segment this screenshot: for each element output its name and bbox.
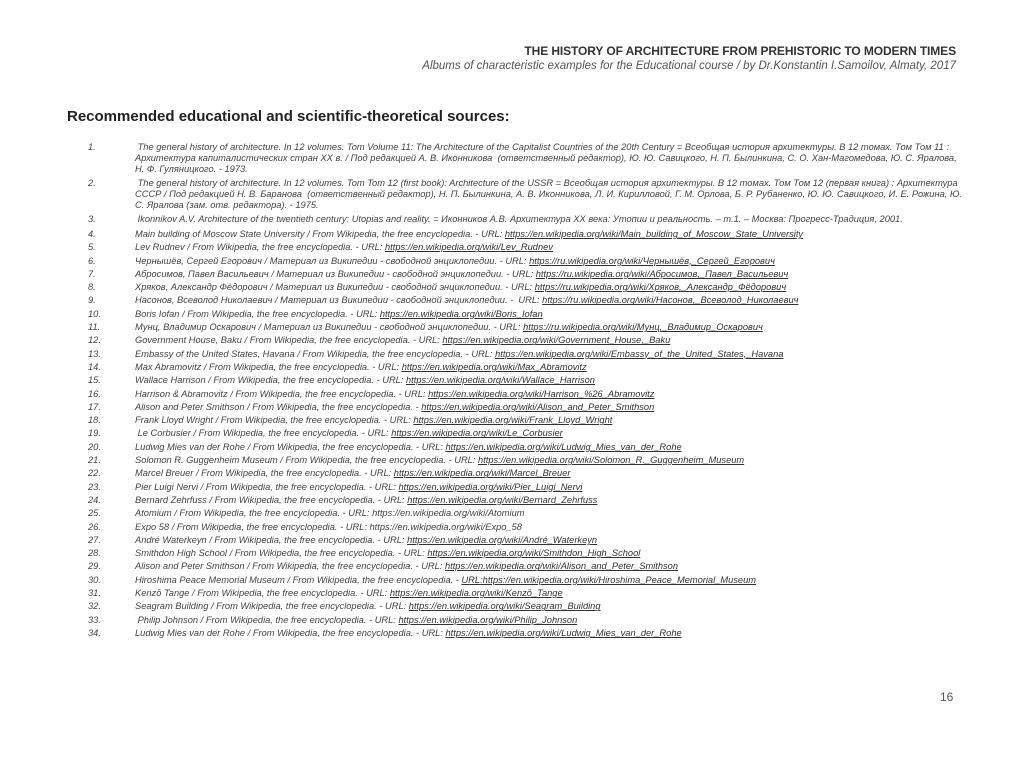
source-item — [88, 600, 968, 613]
source-item — [88, 547, 968, 560]
source-body — [135, 374, 968, 387]
source-link[interactable]: https://en.wikipedia.org/wiki/Wallace_Harrison — [406, 375, 595, 386]
source-item — [88, 574, 968, 587]
source-number: 9. — [88, 295, 96, 306]
source-number: 19. — [88, 428, 101, 439]
source-item — [88, 388, 968, 401]
source-text: Kenzō Tange / From Wikipedia, the free encyclopedia. - URL: — [135, 588, 390, 599]
source-text: Pier Luigi Nervi / From Wikipedia, the free encyclopedia. - URL: — [135, 481, 399, 492]
source-text: Alison and Peter Smithson / From Wikipedia, the free encyclopedia. - URL: — [135, 561, 445, 572]
source-body — [135, 414, 968, 427]
source-item — [88, 241, 968, 254]
source-link[interactable]: https://en.wikipedia.org/wiki/Ludwig_Mies_van_der_Rohe — [445, 441, 682, 452]
source-text: Bernard Zehrfuss / From Wikipedia, the free encyclopedia. - URL: — [135, 494, 408, 505]
source-number: 14. — [88, 361, 101, 372]
source-item — [88, 374, 968, 387]
source-item — [88, 481, 968, 494]
source-body — [135, 574, 968, 587]
source-item — [88, 294, 968, 307]
source-text: Marcel Breuer / From Wikipedia, the free encyclopedia. - URL: — [135, 468, 394, 479]
document-subtitle: Albums of characteristic examples for the Educational course / by Dr.Konstantin I.Samoilov, Almaty, 2017 — [422, 60, 956, 72]
source-number: 6. — [88, 255, 96, 266]
source-item — [88, 467, 968, 480]
source-link[interactable]: https://en.wikipedia.org/wiki/Le_Corbusier — [391, 428, 563, 439]
source-item — [88, 321, 968, 334]
source-link[interactable]: https://en.wikipedia.org/wiki/Ludwig_Mies_van_der_Rohe — [445, 627, 682, 638]
source-number: 31. — [88, 588, 101, 599]
source-link[interactable]: https://ru.wikipedia.org/wiki/Мунц,_Владимир_Оскарович — [523, 322, 763, 333]
source-number: 22. — [88, 468, 101, 479]
source-item — [88, 521, 968, 534]
source-text: Philip Johnson / From Wikipedia, the free encyclopedia. - URL: — [135, 614, 399, 625]
sources-list — [88, 142, 968, 640]
source-text: André Waterkeyn / From Wikipedia, the free encyclopedia. - URL: — [135, 534, 408, 545]
source-body — [135, 228, 968, 241]
source-item — [88, 627, 968, 640]
source-text: Frank Lloyd Wright / From Wikipedia, the free encyclopedia. - URL: — [135, 415, 414, 426]
source-number: 23. — [88, 481, 101, 492]
source-link[interactable]: https://ru.wikipedia.org/wiki/Хряков,_Александр_Фёдорович — [534, 282, 787, 293]
source-link[interactable]: https://en.wikipedia.org/wiki/Alison_and_Peter_Smithson — [421, 401, 655, 412]
source-link[interactable]: https://en.wikipedia.org/wiki/Government_House,_Baku — [442, 335, 671, 346]
source-text: Мунц, Владимир Оскарович / Материал из Википедии - свободной энциклопедии. - URL: — [135, 322, 524, 333]
source-link[interactable]: https://ru.wikipedia.org/wiki/Насонов,_Всеволод_Николаевич — [542, 295, 799, 306]
source-text: Government House, Baku / From Wikipedia, the free encyclopedia. - URL: — [135, 335, 443, 346]
source-body — [135, 627, 968, 640]
source-item — [88, 414, 968, 427]
source-text: Lev Rudnev / From Wikipedia, the free encyclopedia. - URL: — [135, 242, 386, 253]
source-body — [135, 521, 968, 534]
source-text: Le Corbusier / From Wikipedia, the free encyclopedia. - URL: — [135, 428, 392, 439]
source-text: Hiroshima Peace Memorial Museum / From Wikipedia, the free encyclopedia. - — [135, 574, 462, 585]
source-text: Ikonnikov A.V. Architecture of the twentieth century: Utopias and reality. = Иконников А.В. Архитектура XX века: Утопии и реальность. – т.1. – Москва: Прогресс-Традиция, 2001. — [135, 214, 903, 224]
source-text: Хряков, Александр Фёдорович / Материал из Википедии - свободной энциклопедии. - URL: — [135, 282, 535, 293]
source-link[interactable]: https://en.wikipedia.org/wiki/Philip_Johnson — [398, 614, 578, 625]
source-number: 25. — [88, 508, 101, 519]
source-item — [88, 507, 968, 520]
source-number: 17. — [88, 401, 101, 412]
source-body — [135, 494, 968, 507]
source-body — [135, 388, 968, 401]
source-link[interactable]: https://en.wikipedia.org/wiki/André_Waterkeyn — [407, 534, 598, 545]
source-text: The general history of architecture. In 12 volumes. Tom Tom 12 (first book): Architecture of the USSR = Всеобщая история архитектуры. В 12 томах. Том Том 12 (первая книга) : Архитектура СССР / Под редакцией Н. В. Баранова (ответственный редактор), Н. П. Былинкина, А. В. Иконникова, Л. И. Кирилловой, Г. М. Орлова, Б. Р. Рубаненко, Ю. Ю. Савицкого, И. Е. Рожина, Ю. С. Яралова (зам. отв. редактора). - 1975. — [135, 178, 965, 210]
source-body — [135, 214, 968, 225]
source-link[interactable]: https://en.wikipedia.org/wiki/Smithdon_High_School — [427, 548, 641, 559]
source-item — [88, 494, 968, 507]
source-item — [88, 281, 968, 294]
source-body — [135, 454, 968, 467]
source-item — [88, 228, 968, 241]
source-body — [135, 481, 968, 494]
source-body — [135, 547, 968, 560]
source-link[interactable]: https://en.wikipedia.org/wiki/Harrison_%26_Abramovitz — [428, 388, 655, 399]
source-number: 3. — [88, 214, 96, 224]
source-number: 10. — [88, 308, 101, 319]
source-number: 8. — [88, 282, 96, 293]
source-number: 27. — [88, 534, 101, 545]
source-body — [135, 348, 968, 361]
source-number: 26. — [88, 521, 101, 532]
source-item — [88, 268, 968, 281]
source-text: Harrison & Abramovitz / From Wikipedia, the free encyclopedia. - URL: — [135, 388, 429, 399]
source-number: 5. — [88, 242, 96, 253]
source-text: Seagram Building / From Wikipedia, the free encyclopedia. - URL: — [135, 601, 409, 612]
source-number: 15. — [88, 375, 101, 386]
source-body — [135, 427, 968, 440]
source-body — [135, 241, 968, 254]
source-text: Main building of Moscow State University / From Wikipedia, the free encyclopedia. - URL: — [135, 229, 505, 239]
source-body — [135, 401, 968, 414]
source-item — [88, 255, 968, 268]
source-number: 29. — [88, 561, 101, 572]
source-item — [88, 427, 968, 440]
source-body — [135, 441, 968, 454]
source-link[interactable]: https://en.wikipedia.org/wiki/Embassy_of_the_United_States,_Havana — [495, 348, 784, 359]
source-number: 20. — [88, 441, 101, 452]
source-link[interactable]: https://en.wikipedia.org/wiki/Alison_and_Peter_Smithson — [444, 561, 679, 572]
source-text: Alison and Peter Smithson / From Wikipedia, the free encyclopedia. - — [135, 401, 422, 412]
source-link[interactable]: https://en.wikipedia.org/wiki/Seagram_Building — [408, 601, 601, 612]
source-body — [135, 600, 968, 613]
source-number: 30. — [88, 574, 101, 585]
source-item — [88, 454, 968, 467]
source-number: 16. — [88, 388, 101, 399]
source-text: Абросимов, Павел Васильевич / Материал из Википедии - свободной энциклопедии. - URL: — [135, 268, 536, 279]
source-item — [88, 441, 968, 454]
source-number: 11. — [88, 322, 101, 333]
source-number: 12. — [88, 335, 101, 346]
source-text: Expo 58 / From Wikipedia, the free encyclopedia. - URL: https://en.wikipedia.org/wiki/Expo_58 — [135, 521, 522, 532]
source-text: Atomium / From Wikipedia, the free encyclopedia. - URL: https://en.wikipedia.org/wiki/Atomium — [135, 508, 525, 519]
source-body — [135, 507, 968, 520]
source-number: 7. — [88, 268, 96, 279]
slide-header — [422, 44, 956, 72]
source-link[interactable]: https://en.wikipedia.org/wiki/Boris_Iofan — [379, 308, 543, 319]
source-number: 2. — [88, 178, 96, 188]
source-link[interactable]: https://en.wikipedia.org/wiki/Frank_Lloyd_Wright — [413, 415, 613, 426]
source-link[interactable]: https://en.wikipedia.org/wiki/Kenzō_Tange — [389, 588, 563, 599]
document-title: THE HISTORY OF ARCHITECTURE FROM PREHISTORIC TO MODERN TIMES — [524, 44, 956, 58]
source-text: Solomon R. Guggenheim Museum / From Wikipedia, the free encyclopedia. - URL: — [135, 455, 479, 466]
source-item — [88, 534, 968, 547]
source-text: The general history of architecture. In 12 volumes. Tom Volume 11: The Architecture of the Capitalist Countries of the 20th Century = Всеобщая история архитектуры. В 12 томах. Том Том 11 : Архитектура капиталистических стран XX в. / Под редакцией А. В. Иконникова (ответственный редактор), Ю. Ю. Савицкого, Н. П. Былинкина, С. О. Хан-Магомедова, Ю. С. Яралова, Н. Ф. Гуляницкого. - 1973. — [135, 142, 960, 174]
source-body — [135, 294, 968, 307]
source-text: Embassy of the United States, Havana / From Wikipedia, the free encyclopedia. - URL: — [135, 348, 496, 359]
section-heading: Recommended educational and scientific-theoretical sources: — [67, 108, 510, 125]
source-body — [135, 534, 968, 547]
source-number: 33. — [88, 614, 101, 625]
source-body — [135, 334, 968, 347]
source-body — [135, 178, 968, 211]
source-number: 21. — [88, 455, 101, 466]
source-body — [135, 560, 968, 573]
source-text: Max Abramovitz / From Wikipedia, the free encyclopedia. - URL: — [135, 361, 402, 372]
source-body — [135, 321, 968, 334]
source-text: Ludwig Mies van der Rohe / From Wikipedia, the free encyclopedia. - URL: — [135, 627, 446, 638]
source-body — [135, 281, 968, 294]
source-item — [88, 560, 968, 573]
source-link[interactable]: https://en.wikipedia.org/wiki/Bernard_Zehrfuss — [407, 494, 598, 505]
source-item — [88, 587, 968, 600]
source-text: Smithdon High School / From Wikipedia, the free encyclopedia. - URL: — [135, 548, 428, 559]
source-link[interactable]: https://en.wikipedia.org/wiki/Pier_Luigi_Nervi — [398, 481, 583, 492]
source-number: 13. — [88, 348, 101, 359]
source-text: Насонов, Всеволод Николаевич / Материал из Википедии - свободной энциклопедии. - URL: — [135, 295, 543, 306]
source-number: 4. — [88, 229, 96, 239]
source-item — [88, 308, 968, 321]
source-item — [88, 334, 968, 347]
source-number: 28. — [88, 548, 101, 559]
source-number: 18. — [88, 415, 101, 426]
source-item — [88, 401, 968, 414]
source-item — [88, 348, 968, 361]
source-text: Ludwig Mies van der Rohe / From Wikipedia, the free encyclopedia. - URL: — [135, 441, 446, 452]
source-body — [135, 255, 968, 268]
source-text: Boris Iofan / From Wikipedia, the free encyclopedia. - URL: — [135, 308, 380, 319]
source-body — [135, 467, 968, 480]
page-number: 16 — [940, 690, 954, 704]
source-link[interactable]: https://en.wikipedia.org/wiki/Solomon_R._Guggenheim_Museum — [478, 455, 745, 466]
source-number: 1. — [88, 142, 96, 152]
source-link[interactable]: https://ru.wikipedia.org/wiki/Абросимов,_Павел_Васильевич — [535, 268, 789, 279]
source-body — [135, 587, 968, 600]
source-item — [88, 214, 968, 225]
source-body — [135, 142, 968, 175]
source-link[interactable]: https://en.wikipedia.org/wiki/Marcel_Breuer — [393, 468, 571, 479]
source-text: Wallace Harrison / From Wikipedia, the free encyclopedia. - URL: — [135, 375, 407, 386]
source-body — [135, 268, 968, 281]
source-link[interactable]: https://en.wikipedia.org/wiki/Lev_Rudnev — [385, 242, 553, 253]
source-item — [88, 614, 968, 627]
source-link[interactable]: https://ru.wikipedia.org/wiki/Чернышёв,_Сергей_Егорович — [529, 255, 775, 266]
source-body — [135, 308, 968, 321]
source-body — [135, 361, 968, 374]
source-text: Чернышёв, Сергей Егорович / Материал из Википедии - свободной энциклопедии. - URL: — [135, 255, 530, 266]
source-item — [88, 178, 968, 211]
source-link[interactable]: URL:https://en.wikipedia.org/wiki/Hiroshima_Peace_Memorial_Museum — [461, 574, 756, 585]
source-link[interactable]: https://en.wikipedia.org/wiki/Max_Abramovitz — [401, 361, 587, 372]
source-number: 24. — [88, 494, 101, 505]
source-body — [135, 614, 968, 627]
source-number: 34. — [88, 627, 101, 638]
source-item — [88, 361, 968, 374]
source-link[interactable]: https://en.wikipedia.org/wiki/Main_building_of_Moscow_State_University — [504, 229, 804, 239]
source-number: 32. — [88, 601, 101, 612]
source-item — [88, 142, 968, 175]
